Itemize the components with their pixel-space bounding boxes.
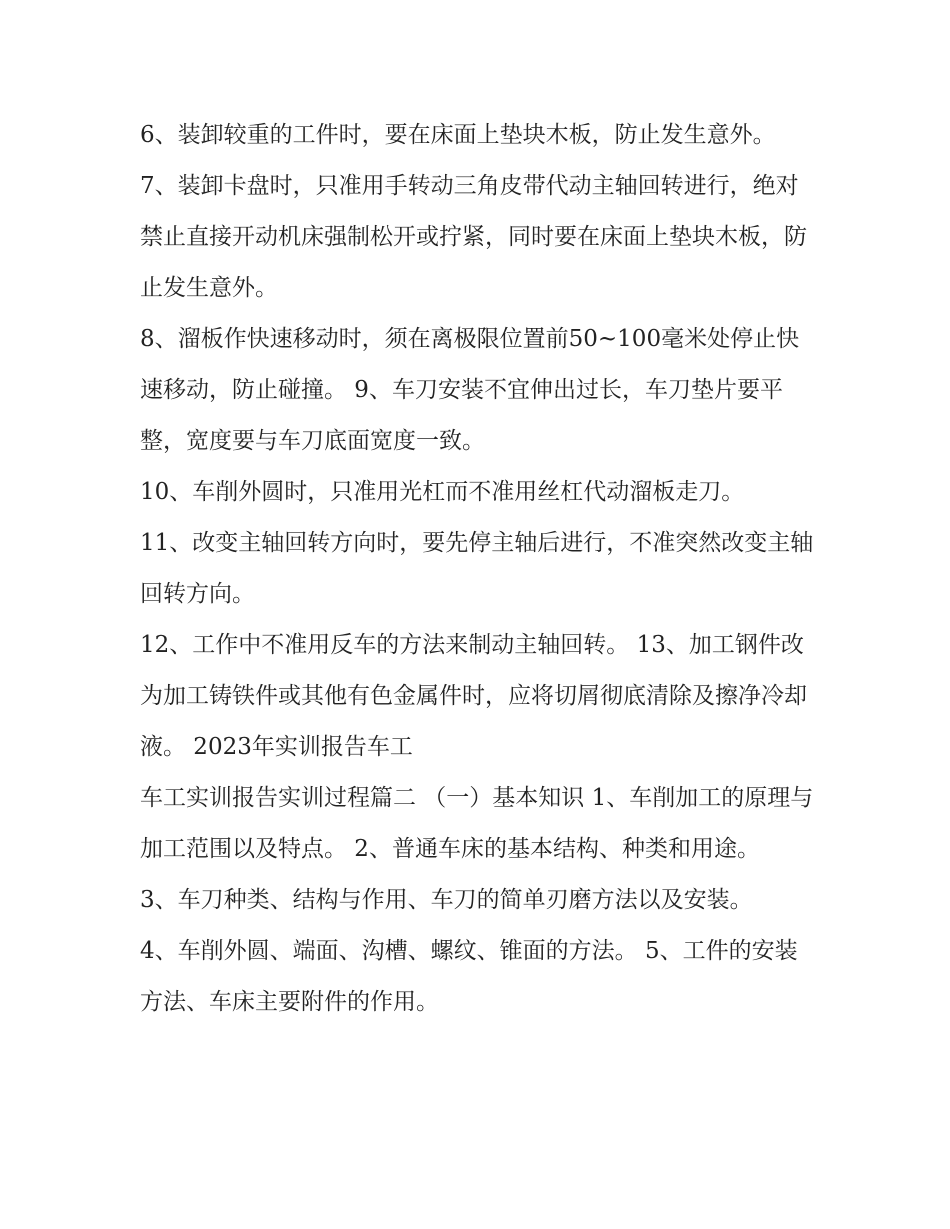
paragraph-item-11: 11、改变主轴回转方向时，要先停主轴后进行，不准突然改变主轴回转方向。 xyxy=(140,530,814,607)
paragraph-item-10: 10、车削外圆时，只准用光杠而不准用丝杠代动溜板走刀。 xyxy=(140,479,745,505)
paragraph-section-two-intro: 车工实训报告实训过程篇二 （一）基本知识 1、车削加工的原理与加工范围以及特点。 2、普通车床的基本结构、种类和用途。 xyxy=(140,785,814,862)
paragraph-item-8-9: 8、溜板作快速移动时，须在离极限位置前50~100毫米处停止快速移动，防止碰撞。 9、车刀安装不宜伸出过长，车刀垫片要平整，宽度要与车刀底面宽度一致。 xyxy=(140,326,800,454)
paragraph-item-7: 7、装卸卡盘时，只准用手转动三角皮带代动主轴回转进行，绝对禁止直接开动机床强制松开或拧紧，同时要在床面上垫块木板，防止发生意外。 xyxy=(140,173,807,301)
paragraph-item-6: 6、装卸较重的工件时，要在床面上垫块木板，防止发生意外。 xyxy=(140,122,776,148)
paragraph-basic-3: 3、车刀种类、结构与作用、车刀的简单刃磨方法以及安装。 xyxy=(140,887,753,913)
paragraph-item-12-13: 12、工作中不准用反车的方法来制动主轴回转。 13、加工钢件改为加工铸铁件或其他有色金属件时，应将切屑彻底清除及擦净冷却液。 2023年实训报告车工 xyxy=(140,632,807,760)
document-body xyxy=(140,110,820,1028)
paragraph-basic-4-5: 4、车削外圆、端面、沟槽、螺纹、锥面的方法。 5、工件的安装方法、车床主要附件的作用。 xyxy=(140,938,798,1015)
